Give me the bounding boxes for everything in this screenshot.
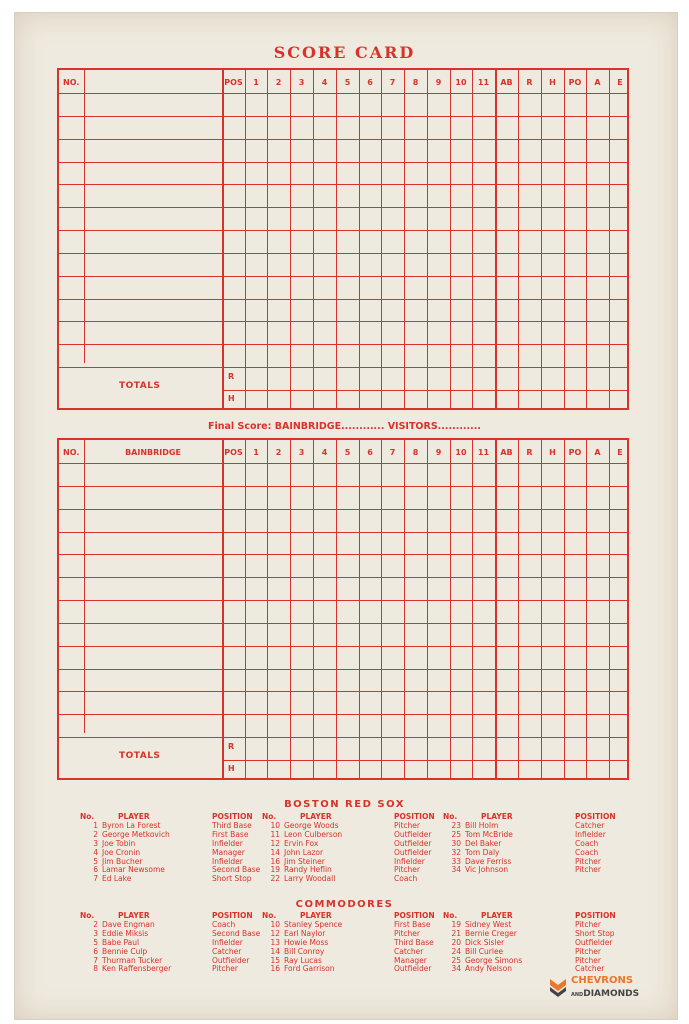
column-header: 5 xyxy=(344,448,351,457)
column-header: AB xyxy=(500,448,513,457)
column-header: 3 xyxy=(298,78,305,87)
roster-player: Dave Ferriss xyxy=(465,856,512,866)
roster-position: Catcher xyxy=(394,946,424,956)
roster-no: 12 xyxy=(270,838,280,848)
roster-position: Second Base xyxy=(212,928,261,938)
roster-no: 13 xyxy=(270,937,280,947)
grid-column-line xyxy=(427,70,428,408)
column-header: H xyxy=(549,78,556,87)
grid-column-line xyxy=(586,70,587,408)
grid-column-line xyxy=(313,70,314,408)
grid-column-line xyxy=(404,440,405,778)
roster-player: George Simons xyxy=(465,955,523,965)
roster-player: Joe Tobin xyxy=(102,838,136,848)
roster-header-player: PLAYER xyxy=(118,911,150,920)
roster-no: 3 xyxy=(93,928,98,938)
grid-column-line xyxy=(586,440,587,778)
roster-header-no: No. xyxy=(443,812,458,821)
roster-no: 20 xyxy=(451,937,461,947)
roster-player: Bill Holm xyxy=(465,820,499,830)
roster-no: 10 xyxy=(270,820,280,830)
roster-player: George Woods xyxy=(284,820,339,830)
roster-position: Outfielder xyxy=(394,964,432,974)
roster-player: Dick Sisler xyxy=(465,937,505,947)
roster-player: Babe Paul xyxy=(102,937,140,947)
totals-row-label: H xyxy=(228,394,235,403)
roster-position: Outfielder xyxy=(575,937,613,947)
roster-player: Tom Daly xyxy=(465,847,500,857)
roster-position: Coach xyxy=(212,919,236,929)
roster-position: Pitcher xyxy=(575,865,601,875)
column-header: A xyxy=(594,448,601,457)
roster-player: Lamar Newsome xyxy=(102,865,165,875)
roster-position: Catcher xyxy=(212,946,242,956)
roster-position: Outfielder xyxy=(212,955,250,965)
roster-no: 14 xyxy=(270,847,280,857)
grid-column-line xyxy=(518,440,519,778)
column-header: E xyxy=(617,78,623,87)
roster-position: Third Base xyxy=(212,820,252,830)
grid-column-line xyxy=(222,440,224,778)
roster-position: First Base xyxy=(212,829,249,839)
roster-no: 33 xyxy=(451,856,461,866)
roster-header-player: PLAYER xyxy=(300,812,332,821)
chevrons-diamonds-logo xyxy=(548,976,639,1000)
column-header: AB xyxy=(500,78,513,87)
grid-column-line xyxy=(245,70,246,408)
column-header: 8 xyxy=(412,448,419,457)
logo-line-1: CHEVRONS xyxy=(571,975,634,986)
roster-column xyxy=(443,912,645,974)
roster-player: Byron La Forest xyxy=(102,820,161,830)
grid-column-line xyxy=(381,70,382,408)
roster-position: Infielder xyxy=(394,856,425,866)
team-name-boston: BOSTON RED SOX xyxy=(284,799,405,810)
roster-no: 16 xyxy=(270,964,280,974)
grid-column-line xyxy=(609,440,610,778)
roster-header-position: POSITION xyxy=(212,911,253,920)
roster-no: 22 xyxy=(270,874,280,884)
column-header: 3 xyxy=(298,448,305,457)
team-name-commodores: COMMODORES xyxy=(295,899,394,910)
roster-position: Outfielder xyxy=(394,838,432,848)
roster-player: Ford Garrison xyxy=(284,964,335,974)
roster-position: Third Base xyxy=(394,937,434,947)
roster-no: 6 xyxy=(93,946,98,956)
roster-no: 3 xyxy=(93,838,98,848)
roster-player: Thurman Tucker xyxy=(102,955,163,965)
column-header: A xyxy=(594,78,601,87)
roster-no: 4 xyxy=(93,847,98,857)
roster-row xyxy=(80,965,282,974)
roster-no: 32 xyxy=(451,847,461,857)
roster-player: Andy Nelson xyxy=(465,964,513,974)
column-header: 1 xyxy=(253,448,259,457)
roster-player: Jim Steiner xyxy=(284,856,325,866)
column-header: R xyxy=(526,78,533,87)
column-header: PO xyxy=(568,78,582,87)
roster-column xyxy=(80,813,282,884)
roster-no: 15 xyxy=(270,955,280,965)
grid-column-line xyxy=(336,70,337,408)
column-header: 10 xyxy=(455,448,467,457)
column-header: 11 xyxy=(477,78,490,87)
roster-no: 12 xyxy=(270,928,280,938)
roster-position: First Base xyxy=(394,919,431,929)
roster-position: Coach xyxy=(394,874,418,884)
roster-position: Catcher xyxy=(575,820,605,830)
roster-position: Manager xyxy=(212,847,245,857)
column-header: 8 xyxy=(412,78,419,87)
roster-player: Eddie Miksis xyxy=(102,928,149,938)
roster-position: Pitcher xyxy=(394,928,420,938)
roster-header-player: PLAYER xyxy=(118,812,150,821)
roster-position: Infielder xyxy=(575,829,606,839)
roster-position: Coach xyxy=(575,838,599,848)
roster-no: 7 xyxy=(93,955,98,965)
roster-player: Earl Naylor xyxy=(284,928,326,938)
roster-row xyxy=(443,866,645,875)
roster-position: Outfielder xyxy=(394,829,432,839)
grid-column-line xyxy=(450,440,451,778)
column-header: 4 xyxy=(321,78,328,87)
roster-header-player: PLAYER xyxy=(300,911,332,920)
roster-row xyxy=(80,875,282,884)
grid-column-line xyxy=(495,70,497,408)
grid-column-line xyxy=(222,70,224,408)
grid-row-line xyxy=(222,390,627,391)
roster-header-position: POSITION xyxy=(394,911,435,920)
totals-label: TOTALS xyxy=(119,381,161,391)
scorecard-grid-top xyxy=(57,68,629,410)
roster-no: 19 xyxy=(451,919,461,929)
roster-player: Randy Heflin xyxy=(284,865,332,875)
roster-player: Howie Moss xyxy=(284,937,329,947)
grid-column-line xyxy=(84,440,85,733)
roster-position: Short Stop xyxy=(212,874,252,884)
column-header: 1 xyxy=(253,78,259,87)
roster-no: 19 xyxy=(270,865,280,875)
column-header: 9 xyxy=(435,78,442,87)
roster-no: 11 xyxy=(270,829,280,839)
roster-no: 25 xyxy=(451,955,461,965)
roster-player: Jim Bucher xyxy=(102,856,143,866)
roster-no: 16 xyxy=(270,856,280,866)
roster-player: George Metkovich xyxy=(102,829,170,839)
roster-header-position: POSITION xyxy=(394,812,435,821)
grid-column-line xyxy=(290,440,291,778)
roster-column xyxy=(80,912,282,974)
roster-position: Manager xyxy=(394,955,427,965)
totals-row-label: H xyxy=(228,764,235,773)
chevron-logo-icon xyxy=(548,977,568,999)
grid-column-line xyxy=(564,70,565,408)
roster-no: 6 xyxy=(93,865,98,875)
roster-player: Tom McBride xyxy=(465,829,513,839)
totals-row-label: R xyxy=(228,742,235,751)
roster-no: 24 xyxy=(451,946,461,956)
roster-header-position: POSITION xyxy=(575,812,616,821)
column-header: PO xyxy=(568,448,582,457)
roster-position: Pitcher xyxy=(575,856,601,866)
roster-no: 34 xyxy=(451,865,461,875)
column-header: 10 xyxy=(455,78,467,87)
scorecard-title: SCORE CARD xyxy=(273,43,416,62)
grid-column-line xyxy=(495,440,497,778)
roster-no: 5 xyxy=(93,937,98,947)
logo-and: AND xyxy=(571,992,584,998)
roster-player: Ed Lake xyxy=(102,874,132,884)
roster-column xyxy=(262,813,464,884)
roster-header-no: No. xyxy=(262,911,277,920)
column-header: 2 xyxy=(275,78,282,87)
grid-column-line xyxy=(381,440,382,778)
grid-column-line xyxy=(541,70,542,408)
grid-column-line xyxy=(450,70,451,408)
roster-no: 14 xyxy=(270,946,280,956)
roster-header-no: No. xyxy=(80,812,95,821)
totals-label: TOTALS xyxy=(119,751,161,761)
roster-position: Second Base xyxy=(212,865,261,875)
roster-player: Bennie Culp xyxy=(102,946,148,956)
roster-no: 8 xyxy=(93,964,98,974)
roster-player: Stanley Spence xyxy=(284,919,343,929)
grid-column-line xyxy=(359,440,360,778)
roster-no: 1 xyxy=(93,820,98,830)
grid-column-line xyxy=(609,70,610,408)
logo-line-2: DIAMONDS xyxy=(583,989,640,999)
column-header: R xyxy=(526,448,533,457)
grid-column-line xyxy=(472,440,473,778)
roster-player: Vic Johnson xyxy=(465,865,509,875)
grid-column-line xyxy=(84,70,85,363)
roster-position: Catcher xyxy=(575,964,605,974)
roster-position: Coach xyxy=(575,847,599,857)
roster-position: Short Stop xyxy=(575,928,615,938)
roster-position: Pitcher xyxy=(575,946,601,956)
roster-player: Leon Culberson xyxy=(284,829,343,839)
roster-no: 7 xyxy=(93,874,98,884)
roster-player: Larry Woodall xyxy=(284,874,336,884)
roster-no: 5 xyxy=(93,856,98,866)
roster-player: Dave Engman xyxy=(102,919,155,929)
column-header: NO. xyxy=(63,78,80,87)
roster-header-player: PLAYER xyxy=(481,812,513,821)
column-header: 7 xyxy=(389,448,396,457)
roster-no: 21 xyxy=(451,928,461,938)
roster-no: 34 xyxy=(451,964,461,974)
roster-header-no: No. xyxy=(443,911,458,920)
grid-column-line xyxy=(404,70,405,408)
grid-column-line xyxy=(564,440,565,778)
column-header: 6 xyxy=(367,448,373,457)
column-header: 5 xyxy=(344,78,351,87)
column-header: BAINBRIDGE xyxy=(125,448,181,457)
roster-player: Ray Lucas xyxy=(284,955,322,965)
column-header: POS xyxy=(224,78,243,87)
grid-column-line xyxy=(518,70,519,408)
grid-column-line xyxy=(267,70,268,408)
roster-player: Bill Curlee xyxy=(465,946,504,956)
roster-no: 30 xyxy=(451,838,461,848)
grid-column-line xyxy=(359,70,360,408)
roster-column xyxy=(262,912,464,974)
roster-row xyxy=(262,965,464,974)
column-header: H xyxy=(549,448,556,457)
roster-position: Infielder xyxy=(212,937,243,947)
grid-row-line xyxy=(222,760,627,761)
roster-player: Ken Raffensberger xyxy=(102,964,172,974)
roster-header-player: PLAYER xyxy=(481,911,513,920)
column-header: NO. xyxy=(63,448,80,457)
roster-row xyxy=(262,875,464,884)
grid-column-line xyxy=(245,440,246,778)
column-header: E xyxy=(617,448,623,457)
roster-header-position: POSITION xyxy=(212,812,253,821)
column-header: 4 xyxy=(321,448,328,457)
column-header: 11 xyxy=(477,448,490,457)
column-header: 6 xyxy=(367,78,373,87)
column-header: 2 xyxy=(275,448,282,457)
roster-position: Pitcher xyxy=(394,820,420,830)
roster-no: 23 xyxy=(451,820,461,830)
roster-player: Joe Cronin xyxy=(102,847,141,857)
column-header: 7 xyxy=(389,78,396,87)
roster-position: Pitcher xyxy=(212,964,238,974)
roster-position: Outfielder xyxy=(394,847,432,857)
roster-no: 2 xyxy=(93,919,98,929)
roster-player: Bill Conroy xyxy=(284,946,325,956)
totals-row-label: R xyxy=(228,372,235,381)
roster-position: Infielder xyxy=(212,856,243,866)
roster-player: Ervin Fox xyxy=(284,838,319,848)
roster-player: Sidney West xyxy=(465,919,512,929)
roster-position: Pitcher xyxy=(575,955,601,965)
roster-position: Infielder xyxy=(212,838,243,848)
roster-column xyxy=(443,813,645,875)
final-score-line: Final Score: BAINBRIDGE............ VISITORS............ xyxy=(208,421,481,432)
roster-player: John Lazor xyxy=(284,847,324,857)
column-header: POS xyxy=(224,448,243,457)
roster-position: Pitcher xyxy=(394,865,420,875)
grid-column-line xyxy=(427,440,428,778)
roster-position: Pitcher xyxy=(575,919,601,929)
roster-no: 25 xyxy=(451,829,461,839)
roster-no: 2 xyxy=(93,829,98,839)
roster-header-no: No. xyxy=(262,812,277,821)
roster-no: 10 xyxy=(270,919,280,929)
column-header: 9 xyxy=(435,448,442,457)
grid-column-line xyxy=(313,440,314,778)
roster-row xyxy=(443,965,645,974)
roster-player: Del Baker xyxy=(465,838,502,848)
grid-column-line xyxy=(336,440,337,778)
roster-player: Bernie Creger xyxy=(465,928,517,938)
grid-column-line xyxy=(472,70,473,408)
grid-column-line xyxy=(541,440,542,778)
roster-header-no: No. xyxy=(80,911,95,920)
roster-header-position: POSITION xyxy=(575,911,616,920)
grid-column-line xyxy=(290,70,291,408)
grid-column-line xyxy=(267,440,268,778)
scorecard-grid-bainbridge xyxy=(57,438,629,780)
